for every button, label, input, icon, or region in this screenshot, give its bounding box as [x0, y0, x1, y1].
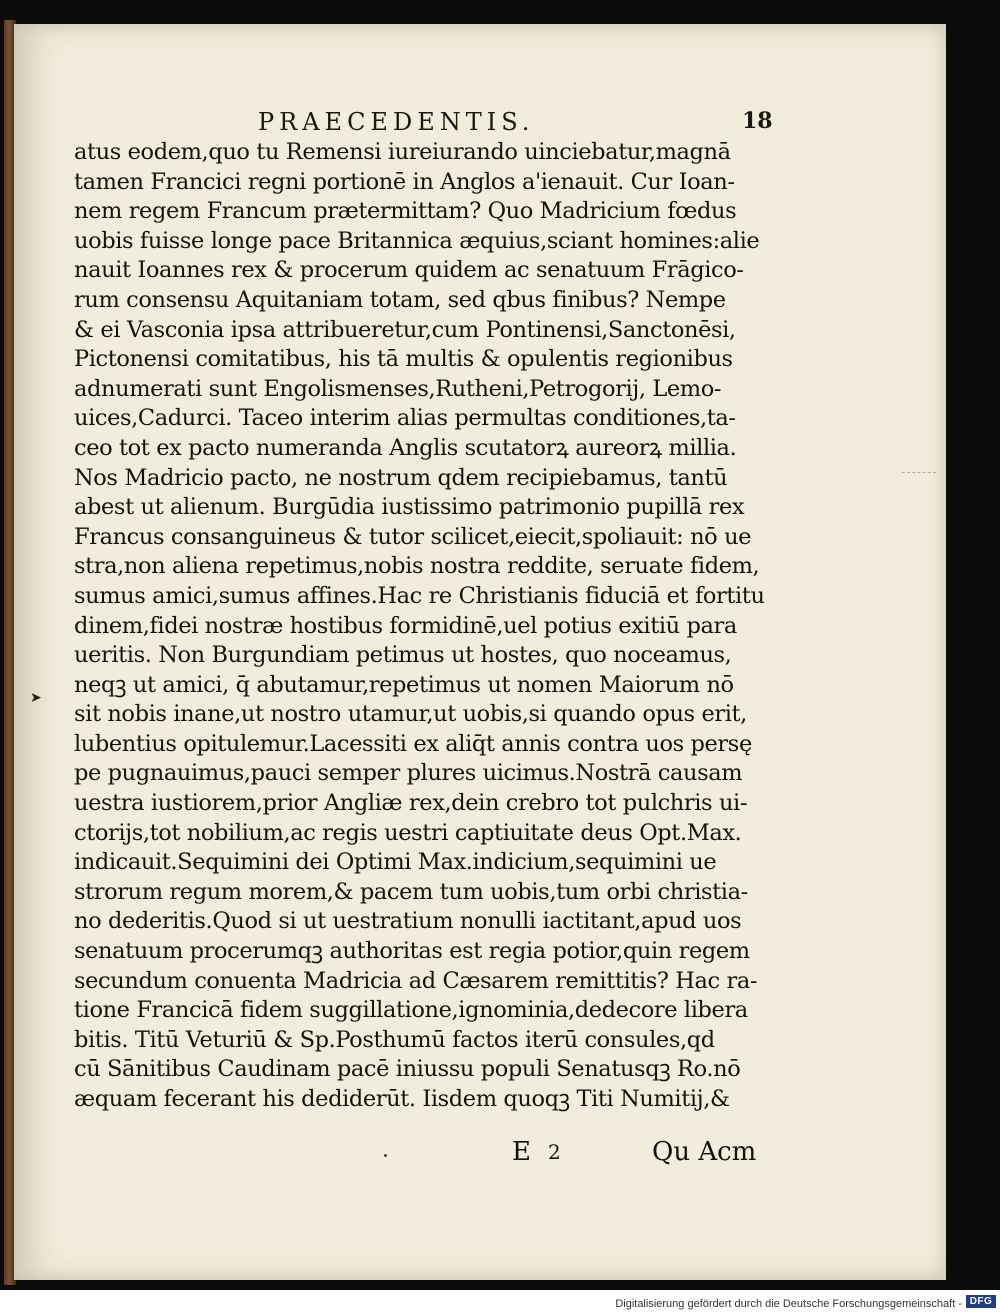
text-line: sit nobis inane,ut nostro utamur,ut uobis,si quando opus erit,	[74, 701, 747, 728]
text-line: abest ut alienum. Burgūdia iustissimo patrimonio pupillā rex	[74, 494, 745, 521]
page-number: 18	[742, 108, 773, 134]
signature-letter: E	[512, 1137, 531, 1167]
text-line: uobis fuisse longe pace Britannica æquius,sciant homines:alie	[74, 227, 760, 254]
text-line: uestra iustiorem,prior Angliæ rex,dein crebro tot pulchris ui-	[74, 790, 748, 817]
text-line: nauit Ioannes rex & procerum quidem ac senatuum Frāgico-	[74, 257, 744, 284]
text-line: tione Francicā fidem suggillatione,ignominia,dedecore libera	[74, 997, 748, 1024]
text-line: ctorijs,tot nobilium,ac regis uestri captiuitate deus Opt.Max.	[74, 819, 742, 846]
text-line: rum consensu Aquitaniam totam, sed qbus finibus? Nempe	[74, 286, 726, 313]
text-line: pe pugnauimus,pauci semper plures uicimus.Nostrā causam	[74, 760, 743, 787]
text-line: no dederitis.Quod si ut uestratium nonulli iactitant,apud uos	[74, 908, 742, 935]
text-line: indicauit.Sequimini dei Optimi Max.indicium,sequimini ue	[74, 849, 717, 876]
text-block	[74, 138, 774, 1118]
signature-number: 2	[548, 1140, 561, 1164]
text-line: cū Sānitibus Caudinam pacē iniussu populi Senatusqꝫ Ro.nō	[74, 1056, 741, 1083]
text-line: sumus amici,sumus affines.Hac re Christianis fiduciā et fortitu	[74, 582, 765, 609]
text-line: Francus consanguineus & tutor scilicet,eiecit,spoliauit: nō ue	[74, 523, 752, 550]
text-line: Pictonensi comitatibus, his tā multis & opulentis regionibus	[74, 346, 733, 373]
text-line: lubentius opitulemur.Lacessiti ex aliq̄t annis contra uos persę	[74, 730, 752, 757]
text-line: strorum regum morem,& pacem tum uobis,tum orbi christia-	[74, 878, 748, 905]
text-line: senatuum procerumqꝫ authoritas est regia potior,quin regem	[74, 938, 750, 965]
text-line: neqꝫ ut amici, q̄ abutamur,repetimus ut nomen Maiorum nō	[74, 671, 734, 698]
text-line: secundum conuenta Madricia ad Cæsarem remittitis? Hac ra-	[74, 967, 758, 994]
ink-dot	[384, 1154, 387, 1157]
footer	[0, 1292, 1000, 1312]
text-line: stra,non aliena repetimus,nobis nostra reddite, seruate fidem,	[74, 553, 760, 580]
text-line: atus eodem,quo tu Remensi iureiurando uinciebatur,magnā	[74, 139, 731, 165]
text-line: uices,Cadurci. Taceo interim alias permultas conditiones,ta-	[74, 405, 736, 432]
dfg-logo: DFG	[966, 1295, 996, 1308]
text-line: Nos Madricio pacto, ne nostrum qdem recipiebamus, tantū	[74, 464, 728, 491]
text-line: bitis. Titū Veturiū & Sp.Posthumū factos iterū consules,qd	[74, 1026, 715, 1053]
margin-mark: ➤	[30, 690, 42, 706]
text-line: æquam fecerant his dediderūt. Iisdem quoqꝫ Titi Numitij,&	[74, 1086, 730, 1112]
text-line: adnumerati sunt Engolismenses,Rutheni,Petrogorij, Lemo-	[74, 375, 722, 402]
catchword: Qu Acm	[652, 1137, 757, 1167]
running-head: PRAECEDENTIS.	[258, 108, 535, 136]
text-line: nem regem Francum prætermittam? Quo Madricium fœdus	[74, 198, 737, 225]
margin-smudge	[902, 472, 936, 477]
text-line: & ei Vasconia ipsa attribueretur,cum Pontinensi,Sanctonēsi,	[74, 316, 736, 343]
text-line: tamen Francici regni portionē in Anglos a'ienauit. Cur Ioan-	[74, 168, 735, 195]
text-line: ceo tot ex pacto numeranda Anglis scutatorꝝ aureorꝝ millia.	[74, 434, 737, 461]
text-line: dinem,fidei nostræ hostibus formidinē,uel potius exitiū para	[74, 612, 737, 639]
text-line: ueritis. Non Burgundiam petimus ut hostes, quo noceamus,	[74, 642, 732, 669]
footer-credit: Digitalisierung gefördert durch die Deutsche Forschungsgemeinschaft -	[615, 1298, 962, 1310]
